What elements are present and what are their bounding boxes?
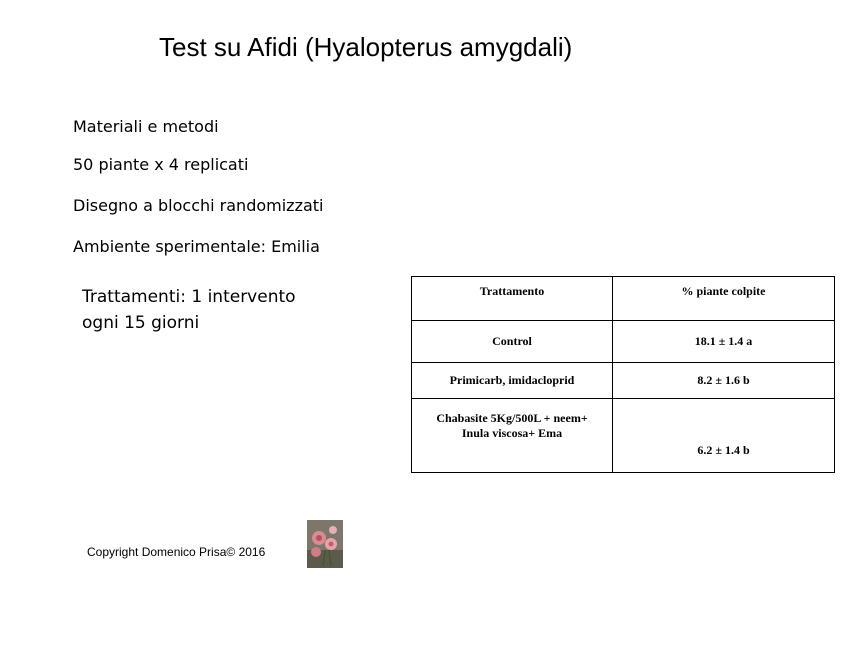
cell-treatment: Primicarb, imidacloprid xyxy=(412,363,613,399)
cell-value: 6.2 ± 1.4 b xyxy=(613,399,835,473)
table-row xyxy=(412,363,835,399)
cell-treatment-line-1: Chabasite 5Kg/500L + neem+ xyxy=(436,411,588,425)
methods-design: Disegno a blocchi randomizzati xyxy=(73,196,324,215)
cell-treatment-line-2: Inula viscosa+ Ema xyxy=(461,426,563,440)
slide-title: Test su Afidi (Hyalopterus amygdali) xyxy=(159,32,573,62)
table-row xyxy=(412,399,835,473)
copyright-text: Copyright Domenico Prisa© 2016 xyxy=(87,545,266,559)
flower-photo-drawing xyxy=(307,520,343,568)
cell-value: 8.2 ± 1.6 b xyxy=(613,363,835,399)
header-affected-plants: % piante colpite xyxy=(613,277,835,321)
treatments-text xyxy=(82,284,342,336)
table-header-row xyxy=(412,277,835,321)
cell-value: 18.1 ± 1.4 a xyxy=(613,321,835,363)
cell-treatment xyxy=(412,399,613,473)
cell-treatment: Control xyxy=(412,321,613,363)
results-table xyxy=(411,276,835,473)
methods-environment: Ambiente sperimentale: Emilia xyxy=(73,237,320,256)
flower-photo xyxy=(307,520,343,568)
treatments-line-2: ogni 15 giorni xyxy=(82,313,200,333)
methods-plants: 50 piante x 4 replicati xyxy=(73,155,249,174)
methods-heading: Materiali e metodi xyxy=(73,117,219,136)
treatments-line-1: Trattamenti: 1 intervento xyxy=(82,287,296,307)
table-row xyxy=(412,321,835,363)
header-treatment: Trattamento xyxy=(412,277,613,321)
